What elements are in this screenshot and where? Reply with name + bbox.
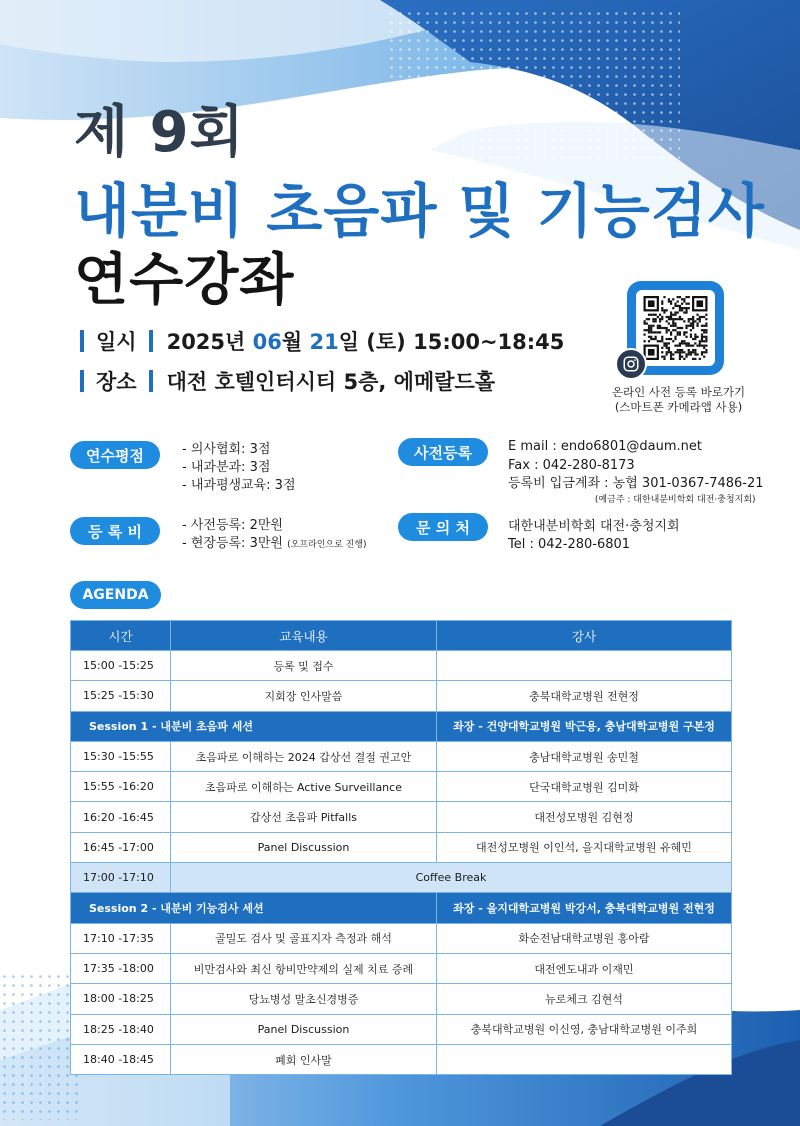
row-content: 초음파로 이해하는 2024 갑상선 결절 권고안 <box>171 741 437 771</box>
session-1-title: Session 1 - 내분비 초음파 세션 <box>71 711 437 741</box>
row-time: 15:25 -15:30 <box>71 681 171 711</box>
fee-label: 등 록 비 <box>70 517 160 545</box>
date-bar-left <box>80 330 84 352</box>
credits-list <box>182 441 296 495</box>
credit-item-kma: - 의사협회: 3점 <box>182 442 271 457</box>
session-2-title: Session 2 - 내분비 기능검사 세션 <box>71 893 437 923</box>
table-row <box>71 681 732 711</box>
row-speaker <box>437 651 732 681</box>
registration-email[interactable]: E mail : endo6801@daum.net <box>508 439 702 454</box>
session-1-row <box>71 711 732 741</box>
date-bar-right <box>149 330 153 352</box>
contact-tel: Tel : 042-280-6801 <box>508 537 631 552</box>
row-time: 18:25 -18:40 <box>71 1014 171 1044</box>
header-time: 시간 <box>71 621 171 651</box>
credit-item-subspecialty: - 내과분과: 3점 <box>182 460 271 475</box>
header-content: 교육내용 <box>171 621 437 651</box>
row-speaker: 대전성모병원 김현정 <box>437 802 732 832</box>
row-content: 지회장 인사말씀 <box>171 681 437 711</box>
date-row <box>80 326 564 356</box>
registration-account: 등록비 입금계좌 : 농협 301-0367-7486-21 <box>508 476 764 491</box>
row-speaker <box>437 1044 732 1074</box>
row-speaker: 대전엔도내과 이재민 <box>437 953 732 983</box>
row-content: Panel Discussion <box>171 1014 437 1044</box>
qr-caption <box>596 385 761 415</box>
date-label: 일시 <box>96 330 137 354</box>
row-speaker: 뉴로체크 김현석 <box>437 984 732 1014</box>
header-speaker: 강사 <box>437 621 732 651</box>
table-row <box>71 802 732 832</box>
session-2-row <box>71 893 732 923</box>
agenda-label: AGENDA <box>70 581 161 609</box>
coffee-break-label: Coffee Break <box>171 863 732 893</box>
place-bar-right <box>149 370 153 392</box>
session-2-chair: 좌장 - 을지대학교병원 박강서, 충북대학교병원 전현정 <box>437 893 732 923</box>
row-time: 15:00 -15:25 <box>71 651 171 681</box>
row-time: 15:55 -16:20 <box>71 772 171 802</box>
table-row <box>71 772 732 802</box>
event-edition: 제 9회 <box>74 100 245 165</box>
event-title: 내분비 초음파 및 기능검사 <box>74 177 765 245</box>
fee-list <box>182 517 367 554</box>
place-value: 대전 호텔인터시티 5층, 에메랄드홀 <box>166 370 496 394</box>
row-time: 17:35 -18:00 <box>71 953 171 983</box>
table-row <box>71 832 732 862</box>
row-speaker: 대전성모병원 이인석, 을지대학교병원 유혜민 <box>437 832 732 862</box>
place-row <box>80 366 495 396</box>
credit-item-cme: - 내과평생교육: 3점 <box>182 478 296 493</box>
fee-onsite-note: (오프라인으로 진행) <box>287 540 367 550</box>
table-row <box>71 1014 732 1044</box>
contact-label: 문 의 처 <box>398 513 488 541</box>
row-content: 폐회 인사말 <box>171 1044 437 1074</box>
registration-details <box>508 438 764 507</box>
row-time: 16:20 -16:45 <box>71 802 171 832</box>
contact-organization: 대한내분비학회 대전·충청지회 <box>508 519 680 534</box>
row-speaker: 충북대학교병원 이신영, 충남대학교병원 이주희 <box>437 1014 732 1044</box>
row-speaker: 단국대학교병원 김미화 <box>437 772 732 802</box>
credits-label: 연수평점 <box>70 441 160 469</box>
row-time: 16:45 -17:00 <box>71 832 171 862</box>
place-label: 장소 <box>96 370 137 394</box>
row-speaker: 화순전남대학교병원 홍아람 <box>437 923 732 953</box>
row-time: 17:10 -17:35 <box>71 923 171 953</box>
table-row <box>71 953 732 983</box>
coffee-break-row <box>71 863 732 893</box>
row-content: 당뇨병성 말초신경병증 <box>171 984 437 1014</box>
table-row <box>71 923 732 953</box>
table-row <box>71 1044 732 1074</box>
fee-onsite: - 현장등록: 3만원 (오프라인으로 진행) <box>182 536 367 551</box>
row-time: 18:40 -18:45 <box>71 1044 171 1074</box>
fee-pre-registration: - 사전등록: 2만원 <box>182 518 283 533</box>
registration-account-holder: (예금주 : 대한내분비학회 대전·충청지회) <box>594 494 756 505</box>
pre-registration-label: 사전등록 <box>398 438 488 466</box>
qr-code-image <box>642 296 709 360</box>
table-row <box>71 651 732 681</box>
place-bar-left <box>80 370 84 392</box>
contact-details <box>508 518 680 554</box>
table-row <box>71 984 732 1014</box>
table-row <box>71 741 732 771</box>
row-content: 초음파로 이해하는 Active Surveillance <box>171 772 437 802</box>
row-content: Panel Discussion <box>171 832 437 862</box>
row-time: 17:00 -17:10 <box>71 863 171 893</box>
row-speaker: 충북대학교병원 전현정 <box>437 681 732 711</box>
session-1-chair: 좌장 - 건양대학교병원 박근용, 충남대학교병원 구본정 <box>437 711 732 741</box>
row-time: 18:00 -18:25 <box>71 984 171 1014</box>
row-content: 비만검사와 최신 항비만약제의 실제 치료 증례 <box>171 953 437 983</box>
row-content: 등록 및 접수 <box>171 651 437 681</box>
registration-fax: Fax : 042-280-8173 <box>508 457 635 473</box>
qr-caption-line2: (스마트폰 카메라앱 사용) <box>614 400 743 414</box>
row-speaker: 충남대학교병원 송민철 <box>437 741 732 771</box>
event-subtitle: 연수강좌 <box>74 248 295 313</box>
agenda-table <box>70 620 732 1075</box>
agenda-header-row <box>71 621 732 651</box>
row-time: 15:30 -15:55 <box>71 741 171 771</box>
date-value: 2025년 06월 21일 (토) 15:00~18:45 <box>166 330 565 354</box>
instagram-icon <box>615 348 647 380</box>
qr-caption-line1: 온라인 사전 등록 바로가기 <box>611 385 746 399</box>
row-content: 골밀도 검사 및 골표지자 측정과 해석 <box>171 923 437 953</box>
row-content: 갑상선 초음파 Pitfalls <box>171 802 437 832</box>
